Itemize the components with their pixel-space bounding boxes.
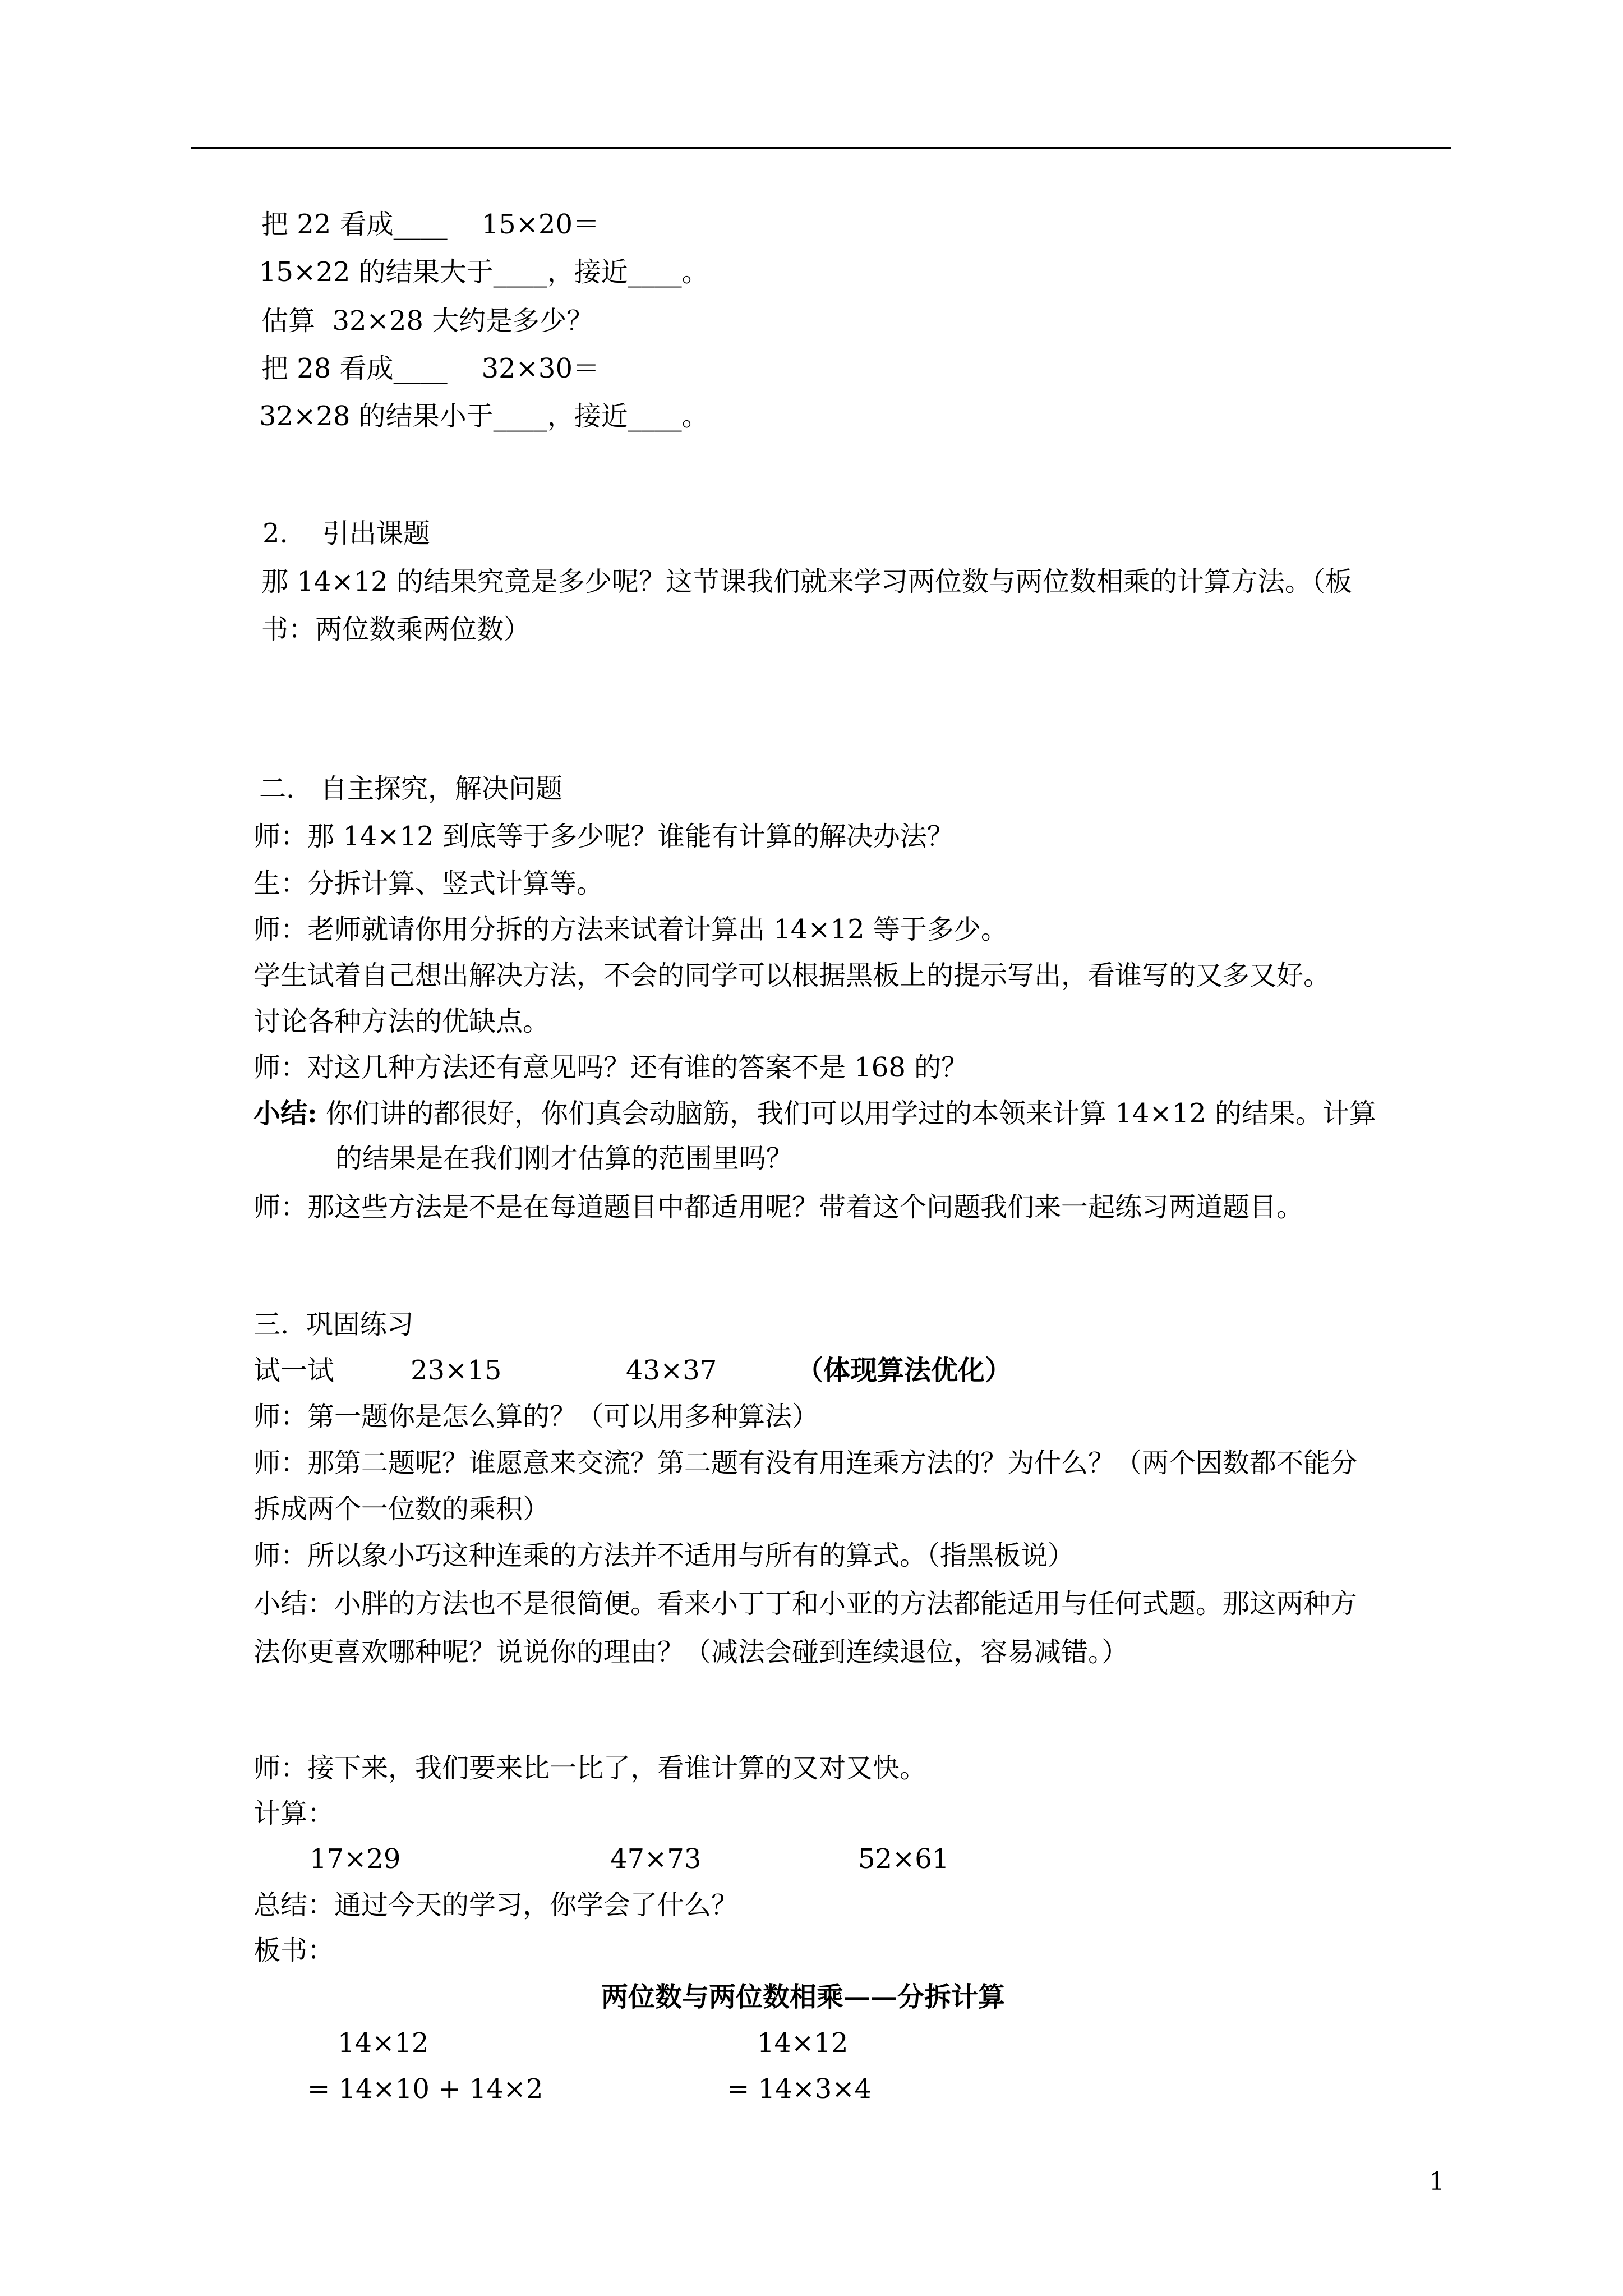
dialogue-line: 师：那第二题呢？谁愿意来交流？第二题有没有用连乘方法的？为什么？（两个因数都不能分 (253, 1447, 1358, 1479)
board-left-line-1: 14×12 (338, 2027, 429, 2059)
dialogue-line: 生：分拆计算、竖式计算等。 (253, 868, 604, 899)
estimate-line-3: 估算 32×28 大约是多少？ (261, 305, 594, 337)
section-heading-practice: 三. 巩固练习 (253, 1309, 414, 1340)
dialogue-line: 师：所以象小巧这种连乘的方法并不适用与所有的算式。（指黑板说） (253, 1540, 1075, 1571)
section-heading-intro: 2. 引出课题 (262, 518, 430, 549)
dialogue-line: 学生试着自己想出解决方法，不会的同学可以根据黑板上的提示写出，看谁写的又多又好。 (253, 960, 1331, 991)
calc-problem-2: 47×73 (610, 1843, 702, 1875)
intro-paragraph-line-1: 那 14×12 的结果究竟是多少呢？这节课我们就来学习两位数与两位数相乘的计算方法。（板 (261, 566, 1352, 597)
dialogue-line: 法你更喜欢哪种呢？说说你的理由？（减法会碰到连续退位，容易减错。） (253, 1636, 1129, 1668)
calc-problem-1: 17×29 (310, 1843, 401, 1875)
dialogue-line: 师：对这几种方法还有意见吗？还有谁的答案不是 168 的？ (253, 1052, 969, 1083)
summary-line-2: 的结果是在我们刚才估算的范围里吗？ (335, 1143, 794, 1174)
dialogue-line: 师：老师就请你用分拆的方法来试着计算出 14×12 等于多少。 (253, 914, 1008, 945)
dialogue-line: 师：那 14×12 到底等于多少呢？谁能有计算的解决办法？ (253, 821, 954, 852)
board-right-line-1: 14×12 (757, 2027, 849, 2059)
dialogue-line: 拆成两个一位数的乘积） (253, 1493, 550, 1525)
section-heading-explore: 二. 自主探究，解决问题 (259, 773, 563, 804)
estimate-line-4: 把 28 看成____ 32×30＝ (261, 353, 600, 384)
dialogue-line: 师：接下来，我们要来比一比了，看谁计算的又对又快。 (253, 1752, 927, 1784)
estimate-line-1: 把 22 看成____ 15×20＝ (261, 209, 600, 240)
summary-label: 小结: (253, 1098, 317, 1129)
calc-label: 计算： (253, 1798, 335, 1829)
try-problem-1: 23×15 (411, 1355, 502, 1386)
dialogue-line: 讨论各种方法的优缺点。 (253, 1006, 550, 1037)
dialogue-line: 师：那这些方法是不是在每道题目中都适用呢？带着这个问题我们来一起练习两道题目。 (253, 1191, 1304, 1223)
try-problem-2: 43×37 (626, 1355, 717, 1386)
board-left-line-2: = 14×10 + 14×2 (307, 2073, 543, 2105)
estimate-line-2: 15×22 的结果大于____，接近____。 (259, 256, 709, 288)
dialogue-line: 师：第一题你是怎么算的？（可以用多种算法） (253, 1401, 819, 1432)
conclusion-line: 总结：通过今天的学习，你学会了什么？ (253, 1889, 739, 1921)
estimate-line-5: 32×28 的结果小于____，接近____。 (259, 401, 709, 432)
intro-paragraph-line-2: 书：两位数乘两位数） (261, 614, 531, 645)
board-right-line-2: = 14×3×4 (727, 2073, 872, 2105)
page-number: 1 (1429, 2168, 1445, 2196)
try-label: 试一试 (253, 1355, 335, 1386)
board-title: 两位数与两位数相乘——分拆计算 (601, 1981, 1006, 2013)
try-note: （体现算法优化） (796, 1355, 1012, 1386)
summary-line-1 (253, 1097, 1376, 1130)
header-rule (191, 147, 1451, 149)
board-label: 板书： (253, 1935, 335, 1966)
summary-text: 你们讲的都很好，你们真会动脑筋，我们可以用学过的本领来计算 14×12 的结果。计算 (317, 1098, 1376, 1129)
calc-problem-3: 52×61 (858, 1843, 949, 1875)
dialogue-line: 小结：小胖的方法也不是很简便。看来小丁丁和小亚的方法都能适用与任何式题。那这两种方 (253, 1588, 1358, 1619)
